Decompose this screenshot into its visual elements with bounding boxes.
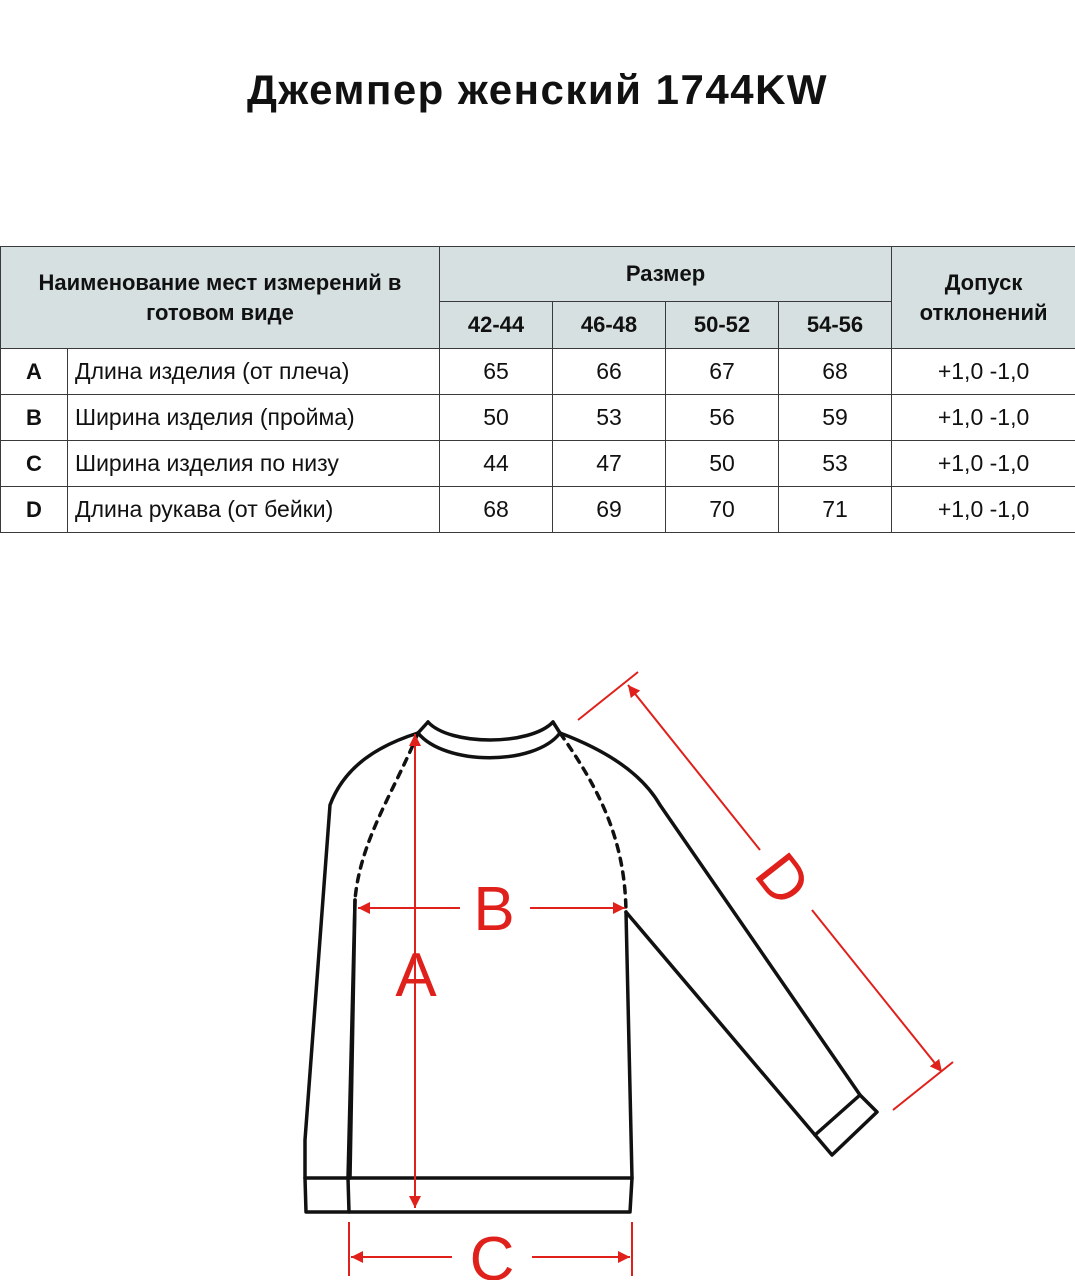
measure-value: 59 (779, 395, 892, 441)
dimension-d-line-top (628, 685, 760, 850)
dimension-lines (349, 672, 953, 1276)
measure-value: 70 (666, 487, 779, 533)
right-sleeve (553, 722, 877, 1155)
measure-value: 50 (666, 441, 779, 487)
measure-name: Ширина изделия (пройма) (68, 395, 440, 441)
measure-value: 69 (553, 487, 666, 533)
tolerance-header: Допуск отклонений (892, 247, 1075, 349)
measure-value: 53 (553, 395, 666, 441)
sweater-diagram (0, 600, 1075, 1280)
size-column-header: 54-56 (779, 302, 892, 349)
dimension-c-label: C (469, 1225, 515, 1280)
tolerance-value: +1,0 -1,0 (892, 349, 1075, 395)
measure-code: C (1, 441, 68, 487)
measure-code: B (1, 395, 68, 441)
tolerance-value: +1,0 -1,0 (892, 487, 1075, 533)
collar-outer (428, 722, 553, 740)
measure-value: 68 (779, 349, 892, 395)
measure-value: 53 (779, 441, 892, 487)
table-row (1, 487, 1075, 533)
measure-value: 65 (440, 349, 553, 395)
measure-value: 71 (779, 487, 892, 533)
dimension-d-line-bottom (812, 910, 942, 1072)
measure-name: Ширина изделия по низу (68, 441, 440, 487)
measure-value: 47 (553, 441, 666, 487)
tolerance-value: +1,0 -1,0 (892, 395, 1075, 441)
hem-band (348, 1178, 632, 1212)
collar-inner (418, 733, 560, 758)
size-column-header: 46-48 (553, 302, 666, 349)
size-column-header: 42-44 (440, 302, 553, 349)
dimension-d-label: D (741, 840, 824, 919)
measure-value: 56 (666, 395, 779, 441)
dimension-b-label: B (473, 875, 515, 944)
size-header: Размер (440, 247, 892, 302)
measure-header: Наименование мест измерений в готовом виде (1, 247, 440, 349)
measure-value: 44 (440, 441, 553, 487)
dimension-d-ext-top (578, 672, 638, 720)
cuff-band (815, 1095, 860, 1135)
measure-name: Длина рукава (от бейки) (68, 487, 440, 533)
table-row (1, 441, 1075, 487)
measure-value: 68 (440, 487, 553, 533)
measure-name: Длина изделия (от плеча) (68, 349, 440, 395)
tolerance-value: +1,0 -1,0 (892, 441, 1075, 487)
page-title: Джемпер женский 1744KW (246, 66, 829, 113)
sweater-outline (305, 722, 877, 1212)
hem-band-left (305, 1178, 349, 1212)
dimension-labels (395, 841, 823, 1280)
measure-code: D (1, 487, 68, 533)
dimension-d-ext-bottom (893, 1062, 953, 1110)
dimension-a-label: A (395, 941, 437, 1010)
size-chart-table (0, 246, 1075, 533)
measure-value: 67 (666, 349, 779, 395)
table-header-row (1, 247, 1075, 302)
table-row (1, 395, 1075, 441)
measure-value: 66 (553, 349, 666, 395)
size-column-header: 50-52 (666, 302, 779, 349)
measure-value: 50 (440, 395, 553, 441)
table-row (1, 349, 1075, 395)
measure-code: A (1, 349, 68, 395)
